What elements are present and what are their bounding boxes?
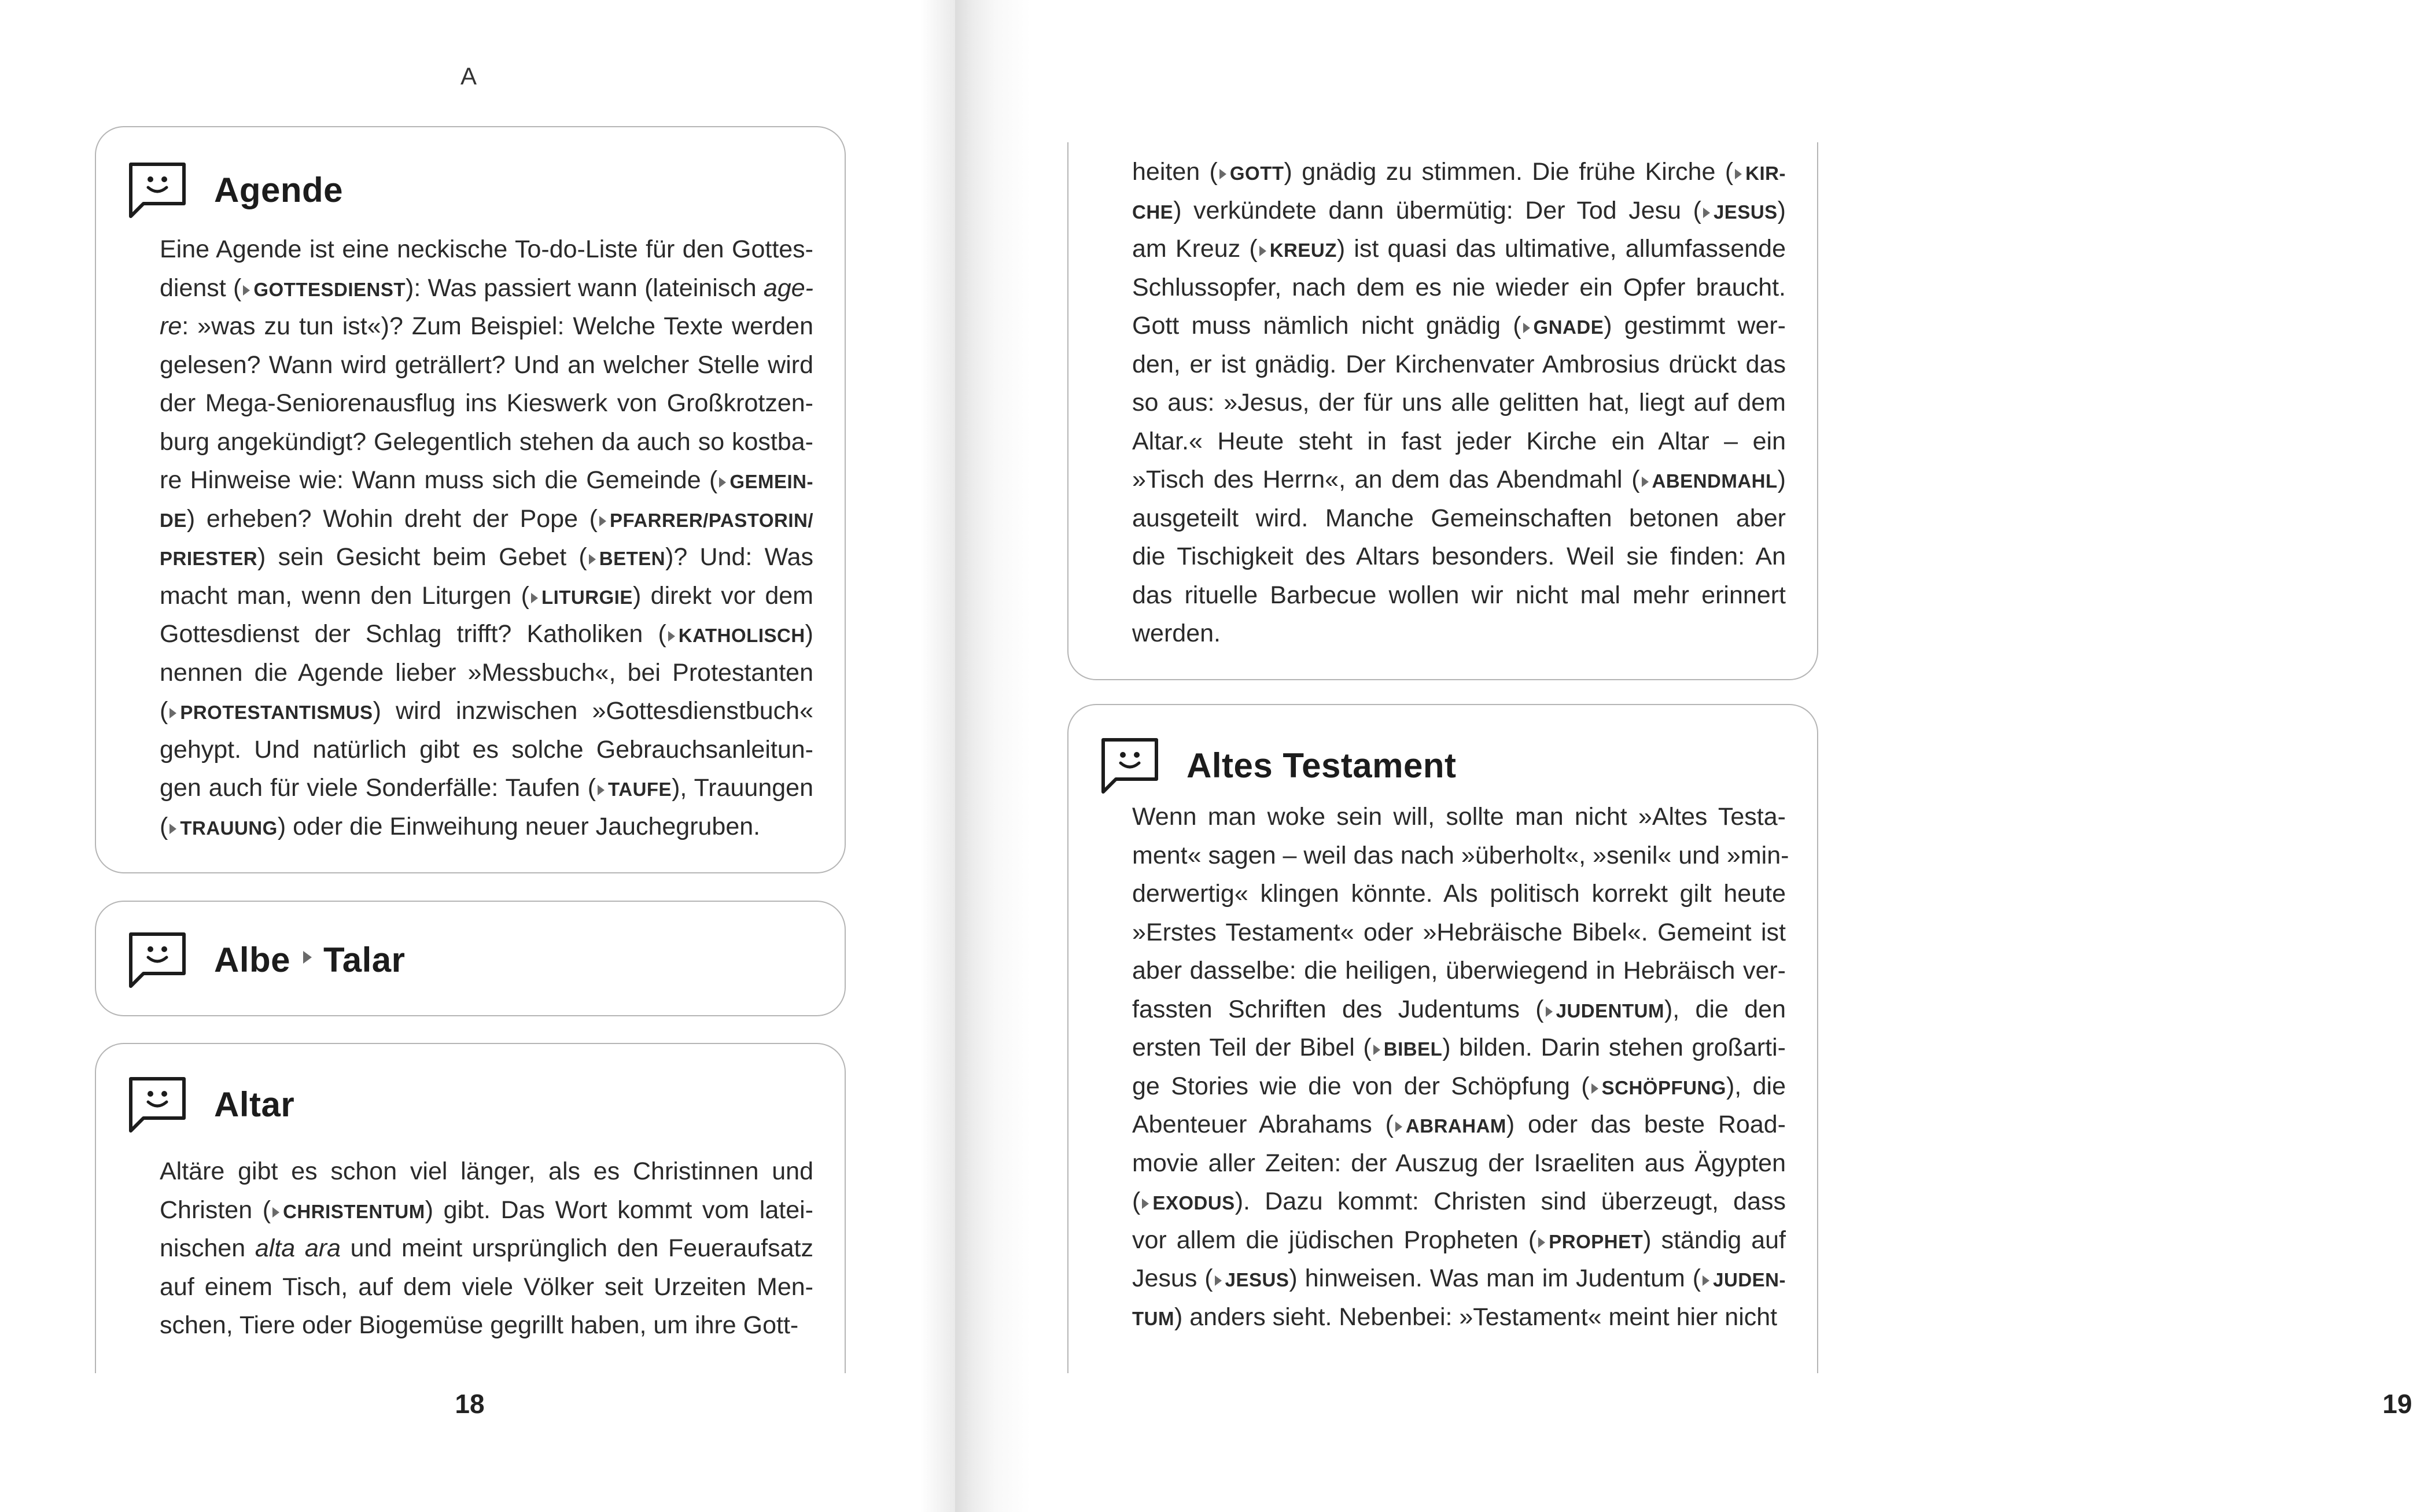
text-line: gelesen? Wann wird geträllert? Und an welcher Stelle wird xyxy=(160,351,813,379)
cross-reference-arrow-icon xyxy=(1538,1237,1545,1248)
text-line: ment« sagen – weil das nach »überholt«, »senil« und »min- xyxy=(1132,841,1789,869)
smiley-speech-bubble-icon xyxy=(126,160,189,220)
text-line: nennen die Agende lieber »Messbuch«, bei Protestanten xyxy=(160,658,813,687)
text-line: derwertig« klingen könnte. Als politisch korrekt gilt heute xyxy=(1132,880,1786,908)
cross-reference-link[interactable]: PFARRER/PASTORIN/ xyxy=(598,510,813,531)
entry-header xyxy=(126,930,406,990)
cross-reference-link[interactable]: TUM xyxy=(1132,1307,1174,1329)
text-line: ( EXODUS). Dazu kommt: Christen sind überzeugt, dass xyxy=(1132,1188,1786,1215)
cross-reference-arrow-icon xyxy=(668,631,675,641)
text-line: die Tischigkeit des Altars besonders. Weil sie finden: An xyxy=(1132,543,1786,570)
text-line: CHE) verkündete dann übermütig: Der Tod Jesu ( JESUS) xyxy=(1132,196,1786,224)
cross-reference-link[interactable]: SCHÖPFUNG xyxy=(1590,1077,1726,1098)
text-line: Gott muss nämlich nicht gnädig ( GNADE) gestimmt wer- xyxy=(1132,312,1786,340)
text-line: Christen ( CHRISTENTUM) gibt. Das Wort kommt vom latei- xyxy=(160,1196,814,1224)
text-line: fassten Schriften des Judentums ( JUDENTUM), die den xyxy=(1132,995,1786,1023)
cross-reference-link[interactable]: GEMEIN- xyxy=(717,471,813,492)
cross-reference-link[interactable]: KATHOLISCH xyxy=(666,625,805,646)
cross-reference-link[interactable]: LITURGIE xyxy=(529,587,633,608)
text-line: Jesus ( JESUS) hinweisen. Was man im Judentum ( JUDEN- xyxy=(1132,1264,1786,1292)
text-line: re: »was zu tun ist«)? Zum Beispiel: Welche Texte werden xyxy=(160,312,813,340)
cross-reference-link[interactable]: CHE xyxy=(1132,201,1174,223)
cross-reference-link[interactable]: JUDENTUM xyxy=(1544,1000,1664,1021)
text-line: re Hinweise wie: Wann muss sich die Gemeinde ( GEMEIN- xyxy=(160,466,813,494)
text-line: aber dasselbe: die heiligen, überwiegend in Hebräisch ver- xyxy=(1132,957,1786,984)
entry-term: Agende xyxy=(214,170,344,209)
cross-reference-link[interactable]: ABRAHAM xyxy=(1394,1115,1506,1137)
entry-body xyxy=(160,230,813,846)
text-line: der Mega-Seniorenausflug ins Kieswerk von Großkrotzen- xyxy=(160,389,813,417)
cross-reference-link[interactable]: PROTESTANTISMUS xyxy=(168,702,373,723)
cross-reference-link[interactable]: JESUS xyxy=(1213,1269,1289,1290)
smiley-speech-bubble-icon xyxy=(126,930,189,990)
cross-reference-arrow-icon xyxy=(1142,1198,1149,1209)
cross-reference-link[interactable]: PROPHET xyxy=(1536,1231,1643,1252)
cross-reference-link[interactable]: DE xyxy=(160,509,187,531)
cross-reference-arrow-icon xyxy=(589,554,596,565)
cross-reference-link[interactable]: CHRISTENTUM xyxy=(271,1201,425,1222)
text-line: heiten ( GOTT) gnädig zu stimmen. Die frühe Kirche ( KIR- xyxy=(1132,158,1786,186)
text-line: schen, Tiere oder Biogemüse gegrillt haben, um ihre Gott- xyxy=(160,1311,799,1339)
cross-reference-arrow-icon xyxy=(169,824,176,834)
text-line: ( TRAUUNG) oder die Einweihung neuer Jauchegruben. xyxy=(160,812,761,840)
cross-reference-arrow-icon xyxy=(598,785,605,795)
cross-reference-arrow-icon xyxy=(169,708,176,718)
italic-term: re xyxy=(160,312,182,340)
text-line: gen auch für viele Sonderfälle: Taufen ( TAUFE), Trauungen xyxy=(160,774,814,802)
right-page xyxy=(955,0,2412,1512)
cross-reference-link[interactable]: JESUS xyxy=(1701,201,1778,223)
entry-term: Altes Testament xyxy=(1186,746,1457,785)
cross-reference-link[interactable]: PRIESTER xyxy=(160,548,258,569)
text-line: Gottesdienst der Schlag trifft? Katholiken ( KATHOLISCH) xyxy=(160,620,813,648)
cross-reference-arrow-icon xyxy=(1219,169,1226,179)
cross-reference-link[interactable]: BIBEL xyxy=(1372,1038,1443,1060)
text-line: Schlussopfer, nach dem es nie wieder ein Opfer braucht. xyxy=(1132,273,1786,301)
cross-reference-arrow-icon xyxy=(303,951,312,964)
cross-reference-arrow-icon xyxy=(1523,323,1530,333)
cross-reference-link[interactable]: TRAUUNG xyxy=(168,817,277,839)
cross-reference-link[interactable]: BETEN xyxy=(587,548,665,569)
left-page xyxy=(0,0,955,1512)
cross-reference-arrow-icon xyxy=(599,516,606,526)
entry-card-altar-continued xyxy=(1067,142,1818,680)
cross-reference-arrow-icon xyxy=(1373,1045,1380,1055)
cross-reference-arrow-icon xyxy=(272,1207,279,1218)
cross-reference-link[interactable]: TAUFE xyxy=(596,779,672,800)
cross-reference-arrow-icon xyxy=(1703,1275,1709,1286)
cross-reference-arrow-icon xyxy=(1642,477,1649,487)
italic-term: alta ara xyxy=(255,1234,341,1262)
cross-reference-arrow-icon xyxy=(1703,208,1710,218)
text-line: das rituelle Barbecue wollen wir nicht mal mehr erinnert xyxy=(1132,581,1786,609)
italic-term: age- xyxy=(763,274,813,302)
text-line: »Erstes Testament« oder »Hebräische Bibel«. Gemeint ist xyxy=(1132,918,1786,946)
cross-reference-arrow-icon xyxy=(719,477,726,488)
text-line: ( PROTESTANTISMUS) wird inzwischen »Gottesdienstbuch« xyxy=(160,697,813,725)
cross-reference-arrow-icon xyxy=(1395,1122,1402,1132)
cross-reference-arrow-icon xyxy=(1591,1083,1598,1094)
text-line: auf einem Tisch, auf dem viele Völker seit Urzeiten Men- xyxy=(160,1273,813,1301)
entry-card-altar xyxy=(95,1043,846,1373)
entry-body xyxy=(1132,153,1786,653)
cross-reference-arrow-icon xyxy=(531,593,538,603)
running-head: A xyxy=(460,62,477,90)
page-number: 19 xyxy=(2382,1389,2412,1419)
text-line: macht man, wenn den Liturgen ( LITURGIE) direkt vor dem xyxy=(160,581,813,610)
text-line: DE) erheben? Wohin dreht der Pope ( PFARRER/PASTORIN/ xyxy=(160,504,813,533)
text-line: Wenn man woke sein will, sollte man nicht »Altes Testa- xyxy=(1132,803,1786,831)
entry-header xyxy=(126,1074,294,1134)
entry-header xyxy=(126,160,343,220)
text-line: movie aller Zeiten: der Auszug der Israeliten aus Ägypten xyxy=(1132,1149,1786,1177)
text-line: am Kreuz ( KREUZ) ist quasi das ultimative, allumfassende xyxy=(1132,235,1786,263)
cross-reference-link[interactable]: KREUZ xyxy=(1258,239,1337,261)
text-line: dienst ( GOTTESDIENST): Was passiert wann (lateinisch age- xyxy=(160,274,813,302)
text-line: Eine Agende ist eine neckische To-do-Liste für den Gottes- xyxy=(160,235,813,263)
entry-body xyxy=(160,1152,813,1345)
cross-reference-link[interactable]: JUDEN- xyxy=(1701,1269,1786,1290)
entry-card-agende xyxy=(95,126,846,873)
text-line: gehypt. Und natürlich gibt es solche Gebrauchsanleitun- xyxy=(160,735,813,764)
text-line: Abenteuer Abrahams ( ABRAHAM) oder das beste Road- xyxy=(1132,1111,1786,1138)
cross-reference-arrow-icon xyxy=(1215,1275,1222,1286)
see-also-link[interactable]: Talar xyxy=(323,940,406,979)
cross-reference-arrow-icon xyxy=(1259,246,1266,256)
entry-header xyxy=(1099,735,1457,795)
cross-reference-arrow-icon xyxy=(1735,169,1742,179)
cross-reference-link[interactable]: ABENDMAHL xyxy=(1640,470,1778,492)
cross-reference-link[interactable]: KIR- xyxy=(1733,163,1786,184)
cross-reference-link[interactable]: GOTT xyxy=(1218,163,1284,184)
text-line: TUM) anders sieht. Nebenbei: »Testament« meint hier nicht xyxy=(1132,1303,1778,1331)
page-number: 18 xyxy=(455,1389,485,1419)
text-line: PRIESTER) sein Gesicht beim Gebet ( BETEN)? Und: Was xyxy=(160,543,813,571)
cross-reference-link[interactable]: GNADE xyxy=(1521,316,1604,338)
entry-term: Albe xyxy=(214,940,291,979)
text-line: »Tisch des Herrn«, an dem das Abendmahl ( ABENDMAHL) xyxy=(1132,466,1786,493)
text-line: ersten Teil der Bibel ( BIBEL) bilden. Darin stehen großarti- xyxy=(1132,1034,1786,1061)
text-line: burg angekündigt? Gelegentlich stehen da auch so kostba- xyxy=(160,427,813,456)
entry-body xyxy=(1132,798,1789,1336)
text-line: ge Stories wie die von der Schöpfung ( SCHÖPFUNG), die xyxy=(1132,1072,1786,1100)
cross-reference-arrow-icon xyxy=(243,285,250,296)
text-line: Altar.« Heute steht in fast jeder Kirche ein Altar – ein xyxy=(1132,427,1786,455)
text-line: Altäre gibt es schon viel länger, als es Christinnen und xyxy=(160,1157,813,1185)
entry-term: Altar xyxy=(214,1085,295,1124)
entry-card-altes-testament xyxy=(1067,704,1818,1373)
text-line: ausgeteilt wird. Manche Gemeinschaften betonen aber xyxy=(1132,504,1786,532)
entry-card-albe xyxy=(95,901,846,1016)
text-line: nischen alta ara und meint ursprünglich den Feueraufsatz xyxy=(160,1234,813,1262)
text-line: werden. xyxy=(1132,619,1221,647)
cross-reference-arrow-icon xyxy=(1546,1006,1553,1017)
cross-reference-link[interactable]: GOTTESDIENST xyxy=(241,279,406,300)
smiley-speech-bubble-icon xyxy=(126,1074,189,1134)
text-line: den, er ist gnädig. Der Kirchenvater Ambrosius drückt das xyxy=(1132,350,1786,378)
text-line: vor allem die jüdischen Propheten ( PROPHET) ständig auf xyxy=(1132,1226,1786,1254)
cross-reference-link[interactable]: EXODUS xyxy=(1140,1192,1235,1214)
smiley-speech-bubble-icon xyxy=(1099,735,1161,795)
text-line: so aus: »Jesus, der für uns alle gelitten hat, liegt auf dem xyxy=(1132,389,1786,416)
